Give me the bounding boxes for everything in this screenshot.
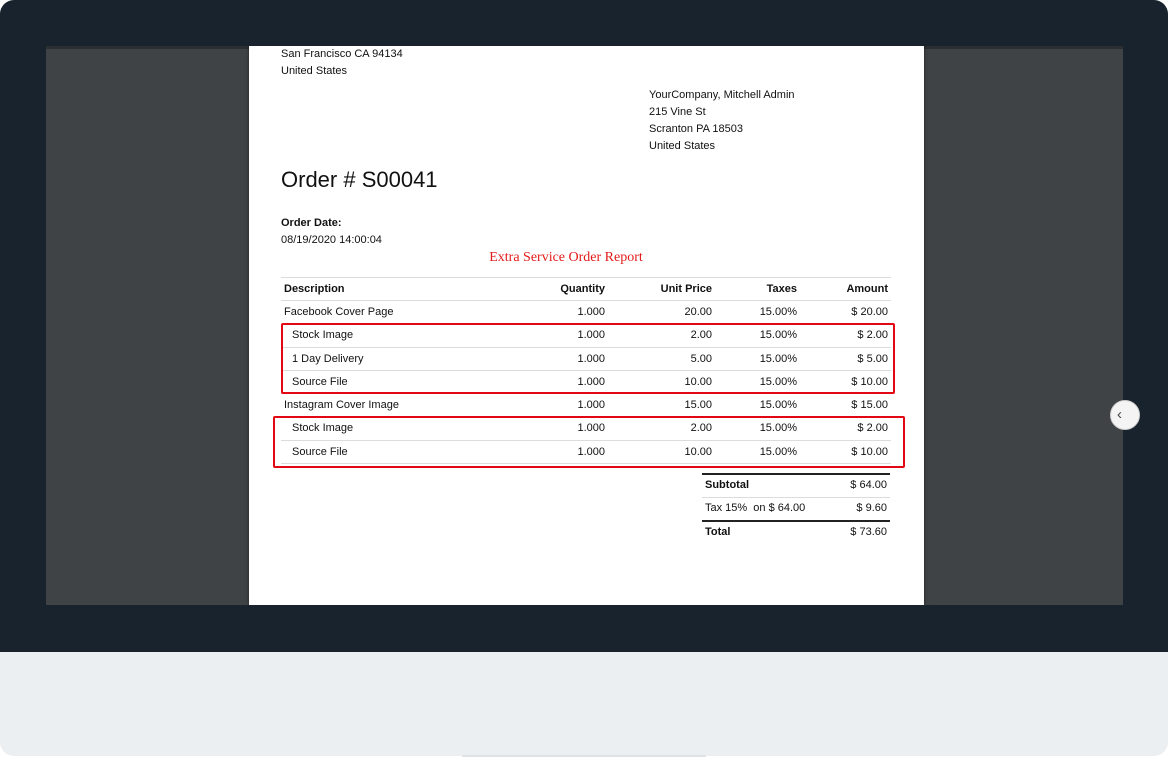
tax-row bbox=[702, 497, 890, 520]
cell-amount: $ 2.00 bbox=[800, 324, 891, 347]
company-address-line: YourCompany, Mitchell Admin bbox=[649, 89, 795, 101]
order-date-label: Order Date: bbox=[281, 217, 342, 229]
arrow-left-icon: ‹ bbox=[1117, 406, 1122, 423]
customer-address bbox=[281, 46, 403, 80]
table-row bbox=[281, 324, 891, 347]
cell-unit-price: 2.00 bbox=[608, 324, 715, 347]
column-header-taxes: Taxes bbox=[715, 278, 800, 301]
subtotal-label: Subtotal bbox=[702, 474, 836, 497]
table-row bbox=[281, 417, 891, 440]
table-row bbox=[281, 394, 891, 417]
cell-taxes: 15.00% bbox=[715, 394, 800, 417]
cell-unit-price: 2.00 bbox=[608, 417, 715, 440]
cell-unit-price: 10.00 bbox=[608, 371, 715, 394]
company-address bbox=[649, 87, 795, 155]
customer-address-line: San Francisco CA 94134 bbox=[281, 48, 403, 60]
cell-description: Source File bbox=[281, 371, 501, 394]
cell-quantity: 1.000 bbox=[501, 441, 608, 464]
total-value: $ 73.60 bbox=[836, 521, 890, 544]
cell-taxes: 15.00% bbox=[715, 371, 800, 394]
table-row bbox=[281, 347, 891, 370]
cell-quantity: 1.000 bbox=[501, 301, 608, 324]
table-row bbox=[281, 371, 891, 394]
cell-description: Facebook Cover Page bbox=[281, 301, 501, 324]
cell-description: 1 Day Delivery bbox=[281, 347, 501, 370]
order-lines-table bbox=[281, 277, 891, 464]
company-address-line: United States bbox=[649, 140, 716, 152]
cell-amount: $ 15.00 bbox=[800, 394, 891, 417]
cell-amount: $ 10.00 bbox=[800, 441, 891, 464]
cell-quantity: 1.000 bbox=[501, 371, 608, 394]
cell-description: Stock Image bbox=[281, 417, 501, 440]
cell-unit-price: 5.00 bbox=[608, 347, 715, 370]
cell-taxes: 15.00% bbox=[715, 301, 800, 324]
cell-amount: $ 2.00 bbox=[800, 417, 891, 440]
cell-taxes: 15.00% bbox=[715, 417, 800, 440]
cell-amount: $ 5.00 bbox=[800, 347, 891, 370]
totals-table bbox=[702, 473, 890, 544]
cell-amount: $ 20.00 bbox=[800, 301, 891, 324]
cell-unit-price: 10.00 bbox=[608, 441, 715, 464]
column-header-unit-price: Unit Price bbox=[608, 278, 715, 301]
document-page bbox=[249, 46, 924, 605]
cell-description: Source File bbox=[281, 441, 501, 464]
subtotal-row bbox=[702, 474, 890, 497]
table-row bbox=[281, 301, 891, 324]
table-row bbox=[281, 441, 891, 464]
cell-taxes: 15.00% bbox=[715, 347, 800, 370]
cell-taxes: 15.00% bbox=[715, 324, 800, 347]
order-date-value: 08/19/2020 14:00:04 bbox=[281, 234, 382, 246]
cell-quantity: 1.000 bbox=[501, 347, 608, 370]
column-header-amount: Amount bbox=[800, 278, 891, 301]
monitor-chin bbox=[0, 652, 1168, 756]
cell-description: Stock Image bbox=[281, 324, 501, 347]
company-address-line: Scranton PA 18503 bbox=[649, 123, 743, 135]
customer-address-line: United States bbox=[281, 65, 348, 77]
total-label: Total bbox=[702, 521, 836, 544]
order-report bbox=[249, 46, 924, 605]
tax-label: Tax 15% on $ 64.00 bbox=[702, 497, 836, 520]
total-row bbox=[702, 521, 890, 544]
side-nav-button[interactable] bbox=[1110, 400, 1140, 430]
cell-description: Instagram Cover Image bbox=[281, 394, 501, 417]
cell-quantity: 1.000 bbox=[501, 324, 608, 347]
table-header-row bbox=[281, 278, 891, 301]
order-title: Order # S00041 bbox=[281, 167, 438, 192]
cell-taxes: 15.00% bbox=[715, 441, 800, 464]
column-header-quantity: Quantity bbox=[501, 278, 608, 301]
cell-quantity: 1.000 bbox=[501, 394, 608, 417]
subtotal-value: $ 64.00 bbox=[836, 474, 890, 497]
pdf-viewer[interactable] bbox=[46, 46, 1123, 605]
report-title: Extra Service Order Report bbox=[489, 250, 643, 265]
cell-quantity: 1.000 bbox=[501, 417, 608, 440]
company-address-line: 215 Vine St bbox=[649, 106, 706, 118]
cell-unit-price: 20.00 bbox=[608, 301, 715, 324]
cell-amount: $ 10.00 bbox=[800, 371, 891, 394]
column-header-description: Description bbox=[281, 278, 501, 301]
cell-unit-price: 15.00 bbox=[608, 394, 715, 417]
tax-value: $ 9.60 bbox=[836, 497, 890, 520]
